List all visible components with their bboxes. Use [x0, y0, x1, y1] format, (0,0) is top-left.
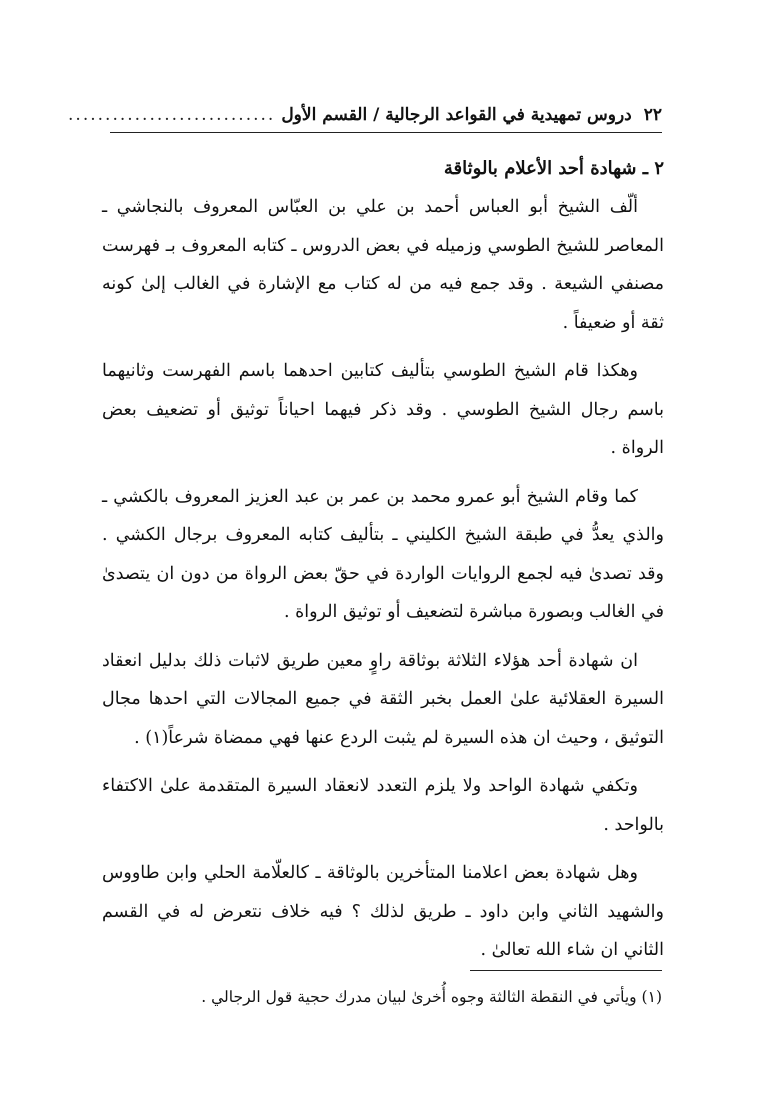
running-title: دروس تمهيدية في القواعد الرجالية / القسم الأول	[281, 105, 632, 125]
paragraph-6: وهل شهادة بعض اعلامنا المتأخرين بالوثاقة ـ كالعلّامة الحلي وابن طاووس والشهيد الثاني وابن داود ـ طريق لذلك ؟ فيه خلاف نتعرض له في القسم الثاني ان شاء الله تعالىٰ .	[102, 863, 664, 960]
header-leader-dots: ............................	[68, 105, 276, 125]
paragraph-5: وتكفي شهادة الواحد ولا يلزم التعدد لانعقاد السيرة المتقدمة علىٰ الاكتفاء بالواحد .	[102, 776, 664, 835]
main-text	[102, 150, 664, 980]
section-heading: ٢ ـ شهادة أحد الأعلام بالوثاقة	[443, 158, 664, 179]
paragraph-4: ان شهادة أحد هؤلاء الثلاثة بوثاقة راوٍ معين طريق لاثبات ذلك بدليل انعقاد السيرة العقلائية علىٰ العمل بخبر الثقة في جميع المجالات التي احدها مجال التوثيق ، وحيث ان هذه السيرة لم يثبت الردع عنها فهي ممضاة شرعاً(١) .	[102, 650, 664, 748]
running-header	[68, 98, 662, 133]
paragraph-2: وهكذا قام الشيخ الطوسي بتأليف كتابين احدهما باسم الفهرست وثانيهما باسم رجال الشيخ الطوسي . وقد ذكر فيهما احياناً توثيق أو تضعيف بعض الرواة .	[102, 361, 664, 458]
paragraph-3: كما وقام الشيخ أبو عمرو محمد بن عمر بن عبد العزيز المعروف بالكشي ـ والذي يعدُّ في طبقة الشيخ الكليني ـ بتأليف كتابه المعروف برجال الكشي . وقد تصدىٰ فيه لجمع الروايات الواردة في حقّ بعض الرواة من دون ان يتصدىٰ في الغالب وبصورة مباشرة لتضعيف أو توثيق الرواة .	[102, 486, 664, 622]
footnote: (١) ويأتي في النقطة الثالثة وجوه أُخرىٰ لبيان مدرك حجية قول الرجالي .	[201, 988, 662, 1006]
footnote-separator	[470, 970, 662, 971]
paragraph-1: ألّف الشيخ أبو العباس أحمد بن علي بن العبّاس المعروف بالنجاشي ـ المعاصر للشيخ الطوسي وزميله في بعض الدروس ـ كتابه المعروف بـ فهرست مصنفي الشيعة . وقد جمع فيه من له كتاب مع الإشارة في الغالب إلىٰ كونه ثقة أو ضعيفاً .	[102, 197, 664, 333]
page-number: ٢٢	[643, 105, 662, 125]
